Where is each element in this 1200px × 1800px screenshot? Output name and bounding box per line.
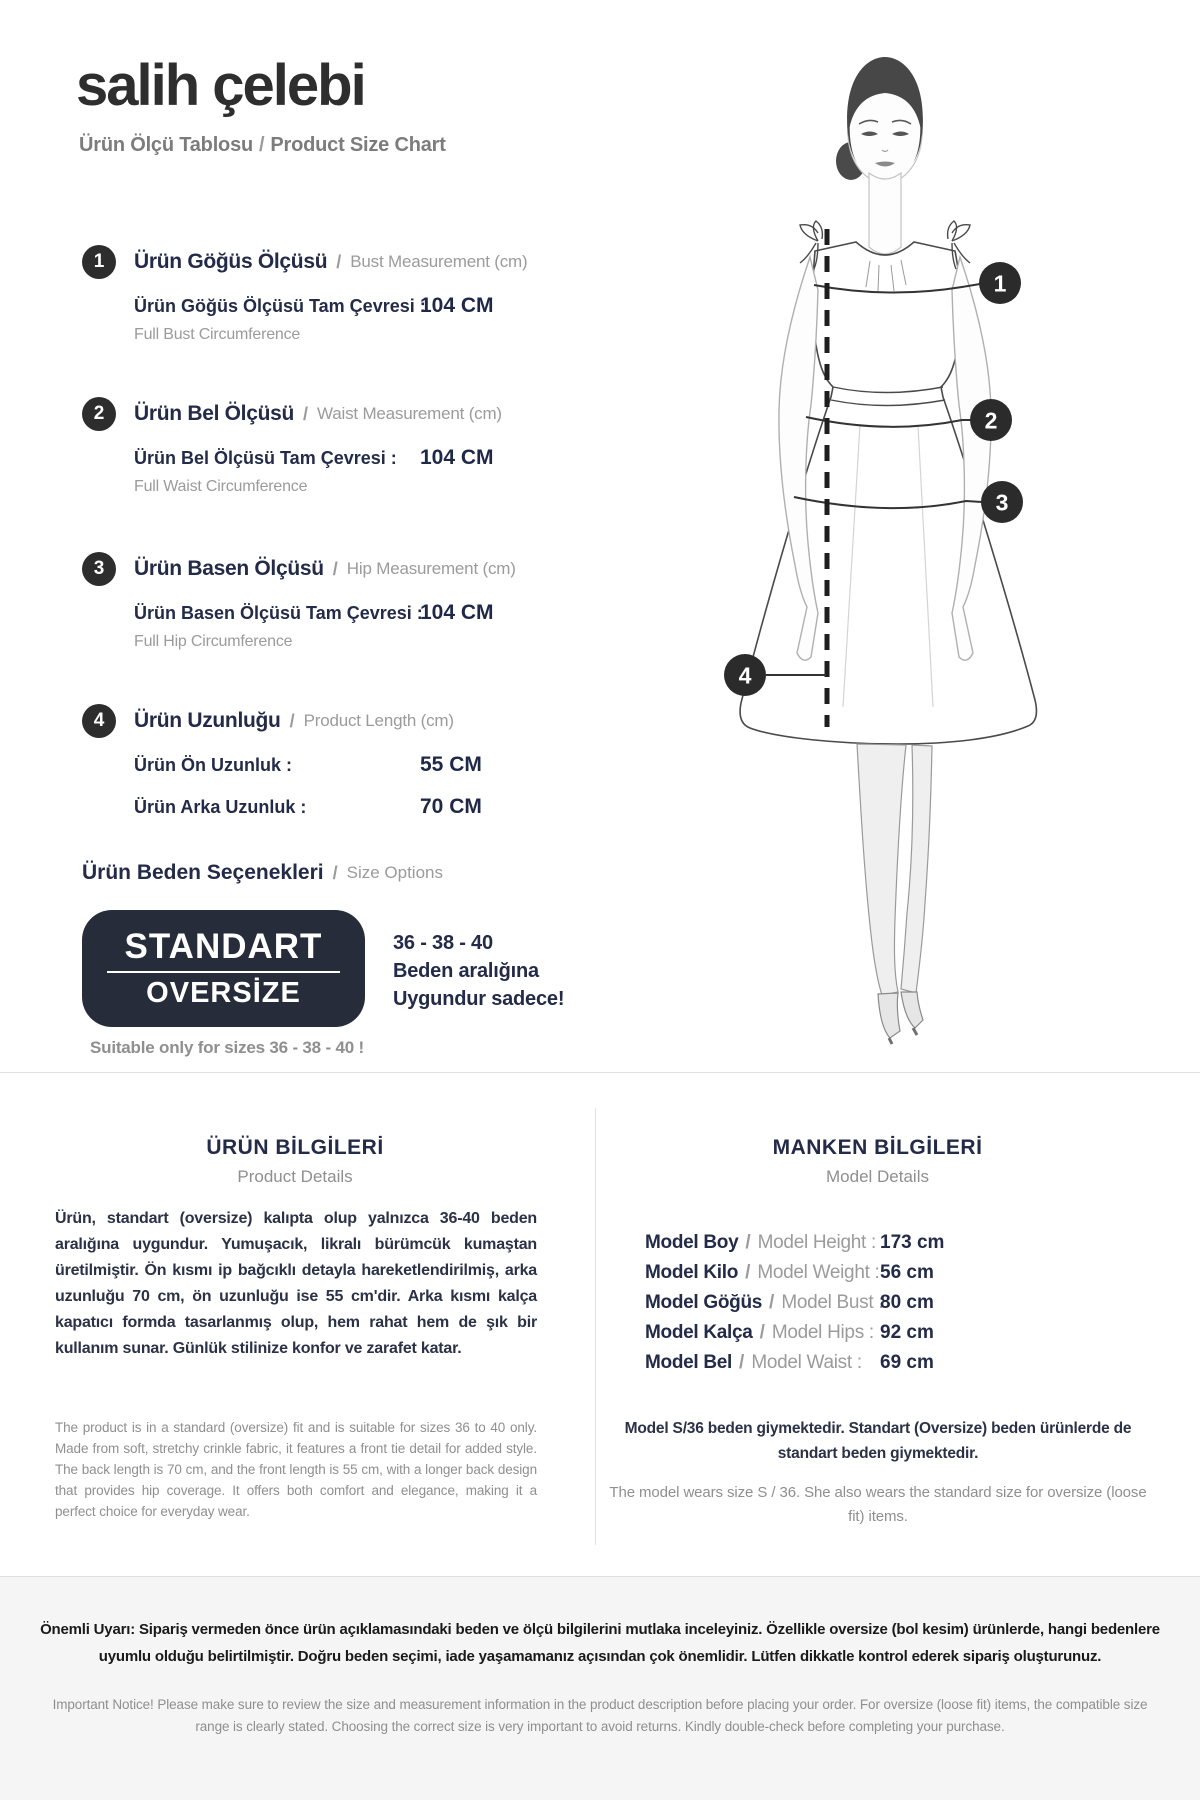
model-row-value: 173 cm	[880, 1232, 945, 1253]
section-title-tr: Ürün Basen Ölçüsü	[134, 557, 324, 580]
figure-badge-2	[970, 399, 1012, 441]
size-range-line: 36 - 38 - 40	[393, 932, 493, 954]
section-length	[82, 701, 602, 825]
section-title-tr: Ürün Bel Ölçüsü	[134, 402, 295, 425]
svg-text:3: 3	[995, 489, 1009, 516]
neck	[869, 173, 901, 254]
model-row-hips	[645, 1318, 1115, 1348]
size-options-title-tr: Ürün Beden Seçenekleri	[82, 861, 324, 884]
slash-separator: /	[745, 1232, 751, 1253]
slash-separator: /	[332, 862, 338, 883]
shoe-left	[878, 993, 900, 1038]
badge-oversize-label: OVERSİZE	[146, 977, 301, 1009]
figure-badge-3	[981, 481, 1023, 523]
size-options-title-en: Size Options	[346, 863, 443, 882]
slash-separator: /	[289, 710, 295, 731]
slash-separator: /	[336, 251, 342, 272]
slash-separator: /	[303, 403, 309, 424]
measurement-label: Ürün Arka Uzunluk :	[134, 797, 307, 817]
section-title-en: Bust Measurement (cm)	[350, 252, 528, 271]
number-badge-4: 4	[82, 704, 116, 738]
section-title-tr: Ürün Göğüs Ölçüsü	[134, 250, 328, 273]
measurement-row	[134, 603, 602, 631]
product-info-title-en: Product Details	[237, 1167, 353, 1186]
standart-oversize-badge	[82, 910, 365, 1027]
svg-text:1: 1	[993, 270, 1007, 297]
leg-left	[857, 744, 906, 995]
measurement-value: 104 CM	[420, 294, 494, 317]
model-row-waist	[645, 1348, 1115, 1378]
model-row-value: 56 cm	[880, 1262, 934, 1283]
section-title-en: Product Length (cm)	[303, 711, 454, 730]
model-row-label-tr: Model Kilo	[645, 1262, 739, 1283]
model-row-value: 92 cm	[880, 1322, 934, 1343]
model-row-label-en: Model Bust :	[781, 1292, 884, 1313]
badge-standart-label: STANDART	[124, 927, 323, 966]
measurement-label: Ürün Basen Ölçüsü Tam Çevresi :	[134, 603, 423, 623]
size-options-heading	[82, 853, 443, 893]
title-separator: /	[259, 134, 265, 156]
section-waist	[82, 394, 602, 496]
measurement-row	[134, 797, 602, 825]
model-row-bust	[645, 1288, 1115, 1318]
measurement-value: 104 CM	[420, 601, 494, 624]
shoe-right	[901, 992, 923, 1028]
model-row-label-en: Model Hips :	[771, 1322, 874, 1343]
measurement-label: Ürün Bel Ölçüsü Tam Çevresi :	[134, 448, 397, 468]
measurement-row	[134, 296, 602, 324]
figure-badge-1	[979, 262, 1021, 304]
number-badge-3: 3	[82, 552, 116, 586]
measurement-value: 55 CM	[420, 753, 482, 776]
figure-badge-4	[724, 654, 766, 696]
model-row-value: 80 cm	[880, 1292, 934, 1313]
slash-separator: /	[745, 1262, 751, 1283]
measurement-value: 104 CM	[420, 446, 494, 469]
shoe-right-heel	[913, 1028, 917, 1035]
model-row-label-tr: Model Göğüs	[645, 1292, 763, 1313]
model-size-note-en: The model wears size S / 36. She also wears the standard size for oversize (loose fit) items.	[609, 1484, 1147, 1525]
measurement-row	[134, 755, 602, 783]
model-row-label-tr: Model Boy	[645, 1232, 739, 1253]
shoe-left-heel	[889, 1038, 892, 1044]
product-info-title-tr: ÜRÜN BİLGİLERİ	[206, 1136, 384, 1159]
slash-separator: /	[759, 1322, 765, 1343]
size-range-note-tr	[393, 929, 564, 1013]
measurement-value: 70 CM	[420, 795, 482, 818]
page-title-en: Product Size Chart	[270, 134, 446, 156]
number-badge-1: 1	[82, 245, 116, 279]
measurement-sub-en: Full Waist Circumference	[134, 478, 308, 495]
model-illustration	[610, 45, 1170, 1045]
section-bust-heading	[82, 242, 602, 282]
measurement-label: Ürün Ön Uzunluk :	[134, 755, 292, 775]
section-title-tr: Ürün Uzunluğu	[134, 709, 281, 732]
section-title-en: Hip Measurement (cm)	[346, 559, 516, 578]
model-info-heading	[620, 1136, 1135, 1187]
slash-separator: /	[739, 1352, 745, 1373]
size-range-line: Beden aralığına	[393, 960, 539, 982]
model-row-label-en: Model Weight :	[757, 1262, 880, 1283]
model-row-label-tr: Model Kalça	[645, 1322, 753, 1343]
model-row-label-en: Model Waist :	[751, 1352, 862, 1373]
model-row-weight	[645, 1258, 1115, 1288]
measurement-row	[134, 448, 602, 476]
svg-text:4: 4	[738, 662, 752, 689]
vertical-divider	[595, 1108, 596, 1545]
model-row-label-tr: Model Bel	[645, 1352, 733, 1373]
size-range-note-en: Suitable only for sizes 36 - 38 - 40 !	[90, 1038, 364, 1057]
brand-logo: salih çelebi	[76, 53, 365, 118]
product-info-heading	[55, 1136, 535, 1187]
model-measurements-list	[645, 1228, 1115, 1378]
section-bust	[82, 242, 602, 344]
model-row-height	[645, 1228, 1115, 1258]
slash-separator: /	[332, 558, 338, 579]
leg-right	[901, 745, 932, 993]
product-description-tr: Ürün, standart (oversize) kalıpta olup yalnızca 36-40 beden aralığına uygundur. Yumuşacık, likralı bürümcük kumaştan üretilmiştir. Ön kısmı ip bağcıklı detayla hareketlendirilmiş, arka uzunluğu 70 cm, ön uzunluğu ise 55 cm'dir. Arka kısmı kalça kapatıcı formda tasarlanmış olup, hem rahat hem de şık bir kullanım sunar. Günlük stilinize konfor ve zarafet katar.	[55, 1210, 537, 1357]
model-info-title-tr: MANKEN BİLGİLERİ	[772, 1136, 983, 1159]
model-size-note-tr: Model S/36 beden giymektedir. Standart (Oversize) beden ürünlerde de standart beden giymektedir.	[624, 1420, 1132, 1462]
size-range-line: Uygundur sadece!	[393, 988, 565, 1010]
section-title-en: Waist Measurement (cm)	[317, 404, 502, 423]
measurement-sub-en: Full Hip Circumference	[134, 633, 293, 650]
horizontal-divider	[0, 1072, 1200, 1073]
svg-text:2: 2	[984, 407, 998, 434]
page-title-tr: Ürün Ölçü Tablosu	[79, 134, 254, 156]
measurement-sub-en: Full Bust Circumference	[134, 326, 301, 343]
page-title	[79, 134, 446, 157]
important-notice-en: Important Notice! Please make sure to review the size and measurement information in the product description before placing your order. For oversize (loose fit) items, the compatible size range is clearly stated. Choosing the correct size is very important to avoid returns. Kindly double-check before completing your purchase.	[52, 1697, 1148, 1734]
model-row-value: 69 cm	[880, 1352, 934, 1373]
slash-separator: /	[769, 1292, 775, 1313]
footer-notice-band	[0, 1576, 1200, 1800]
section-waist-heading	[82, 394, 602, 434]
section-hip	[82, 549, 602, 651]
number-badge-2: 2	[82, 397, 116, 431]
section-length-heading	[82, 701, 602, 741]
model-info-title-en: Model Details	[826, 1167, 929, 1186]
measurement-label: Ürün Göğüs Ölçüsü Tam Çevresi :	[134, 296, 426, 316]
important-notice-tr: Önemli Uyarı: Sipariş vermeden önce ürün açıklamasındaki beden ve ölçü bilgilerini mutlaka inceleyiniz. Özellikle oversize (bol kesim) ürünlerde, hangi bedenlere uyumlu olduğu belirtilmiştir. Doğru beden seçimi, iade yaşamamanız açısından çok önemlidir. Lütfen dikkatle kontrol ederek sipariş oluşturunuz.	[40, 1621, 1160, 1665]
product-description-en: The product is in a standard (oversize) fit and is suitable for sizes 36 to 40 only. Made from soft, stretchy crinkle fabric, it features a front tie detail for added style. The back length is 70 cm, and the front length is 55 cm, with a longer back design that provides hip coverage. It offers both comfort and elegance, making it a perfect choice for everyday wear.	[55, 1420, 537, 1519]
badge-divider	[107, 971, 340, 973]
section-hip-heading	[82, 549, 602, 589]
model-row-label-en: Model Height :	[757, 1232, 876, 1253]
